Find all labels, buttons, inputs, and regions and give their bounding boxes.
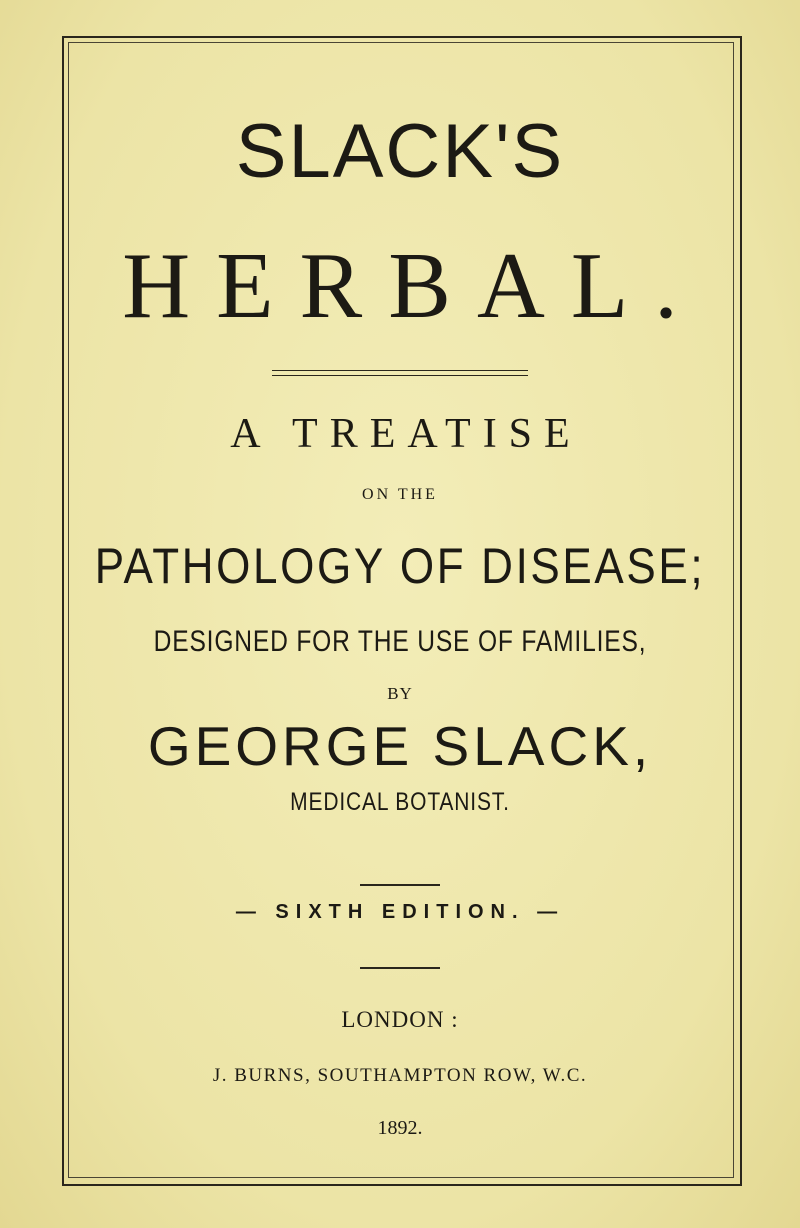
title-rule-bottom [272,375,528,376]
author-title: MEDICAL BOTANIST. [290,788,510,816]
subtitle-pathology: PATHOLOGY OF DISEASE; [94,538,706,594]
title-slacks: SLACK'S [235,109,565,194]
edition-rule-bottom [360,967,440,969]
byline-by: BY [387,684,413,703]
subtitle-treatise: A TREATISE [230,411,582,457]
imprint-publisher: J. BURNS, SOUTHAMPTON ROW, W.C. [212,1065,588,1086]
imprint-year: 1892. [377,1117,423,1139]
author-name: GEORGE SLACK, [147,715,653,777]
title-rule-top [272,370,528,371]
subtitle-on-the: ON THE [362,486,438,503]
subtitle-designed: DESIGNED FOR THE USE OF FAMILIES, [153,625,647,658]
edition-rule-top [360,884,440,886]
imprint-place: LONDON : [341,1007,459,1032]
title-herbal: HERBAL. [122,234,704,338]
edition-statement: — SIXTH EDITION. — [235,901,565,923]
